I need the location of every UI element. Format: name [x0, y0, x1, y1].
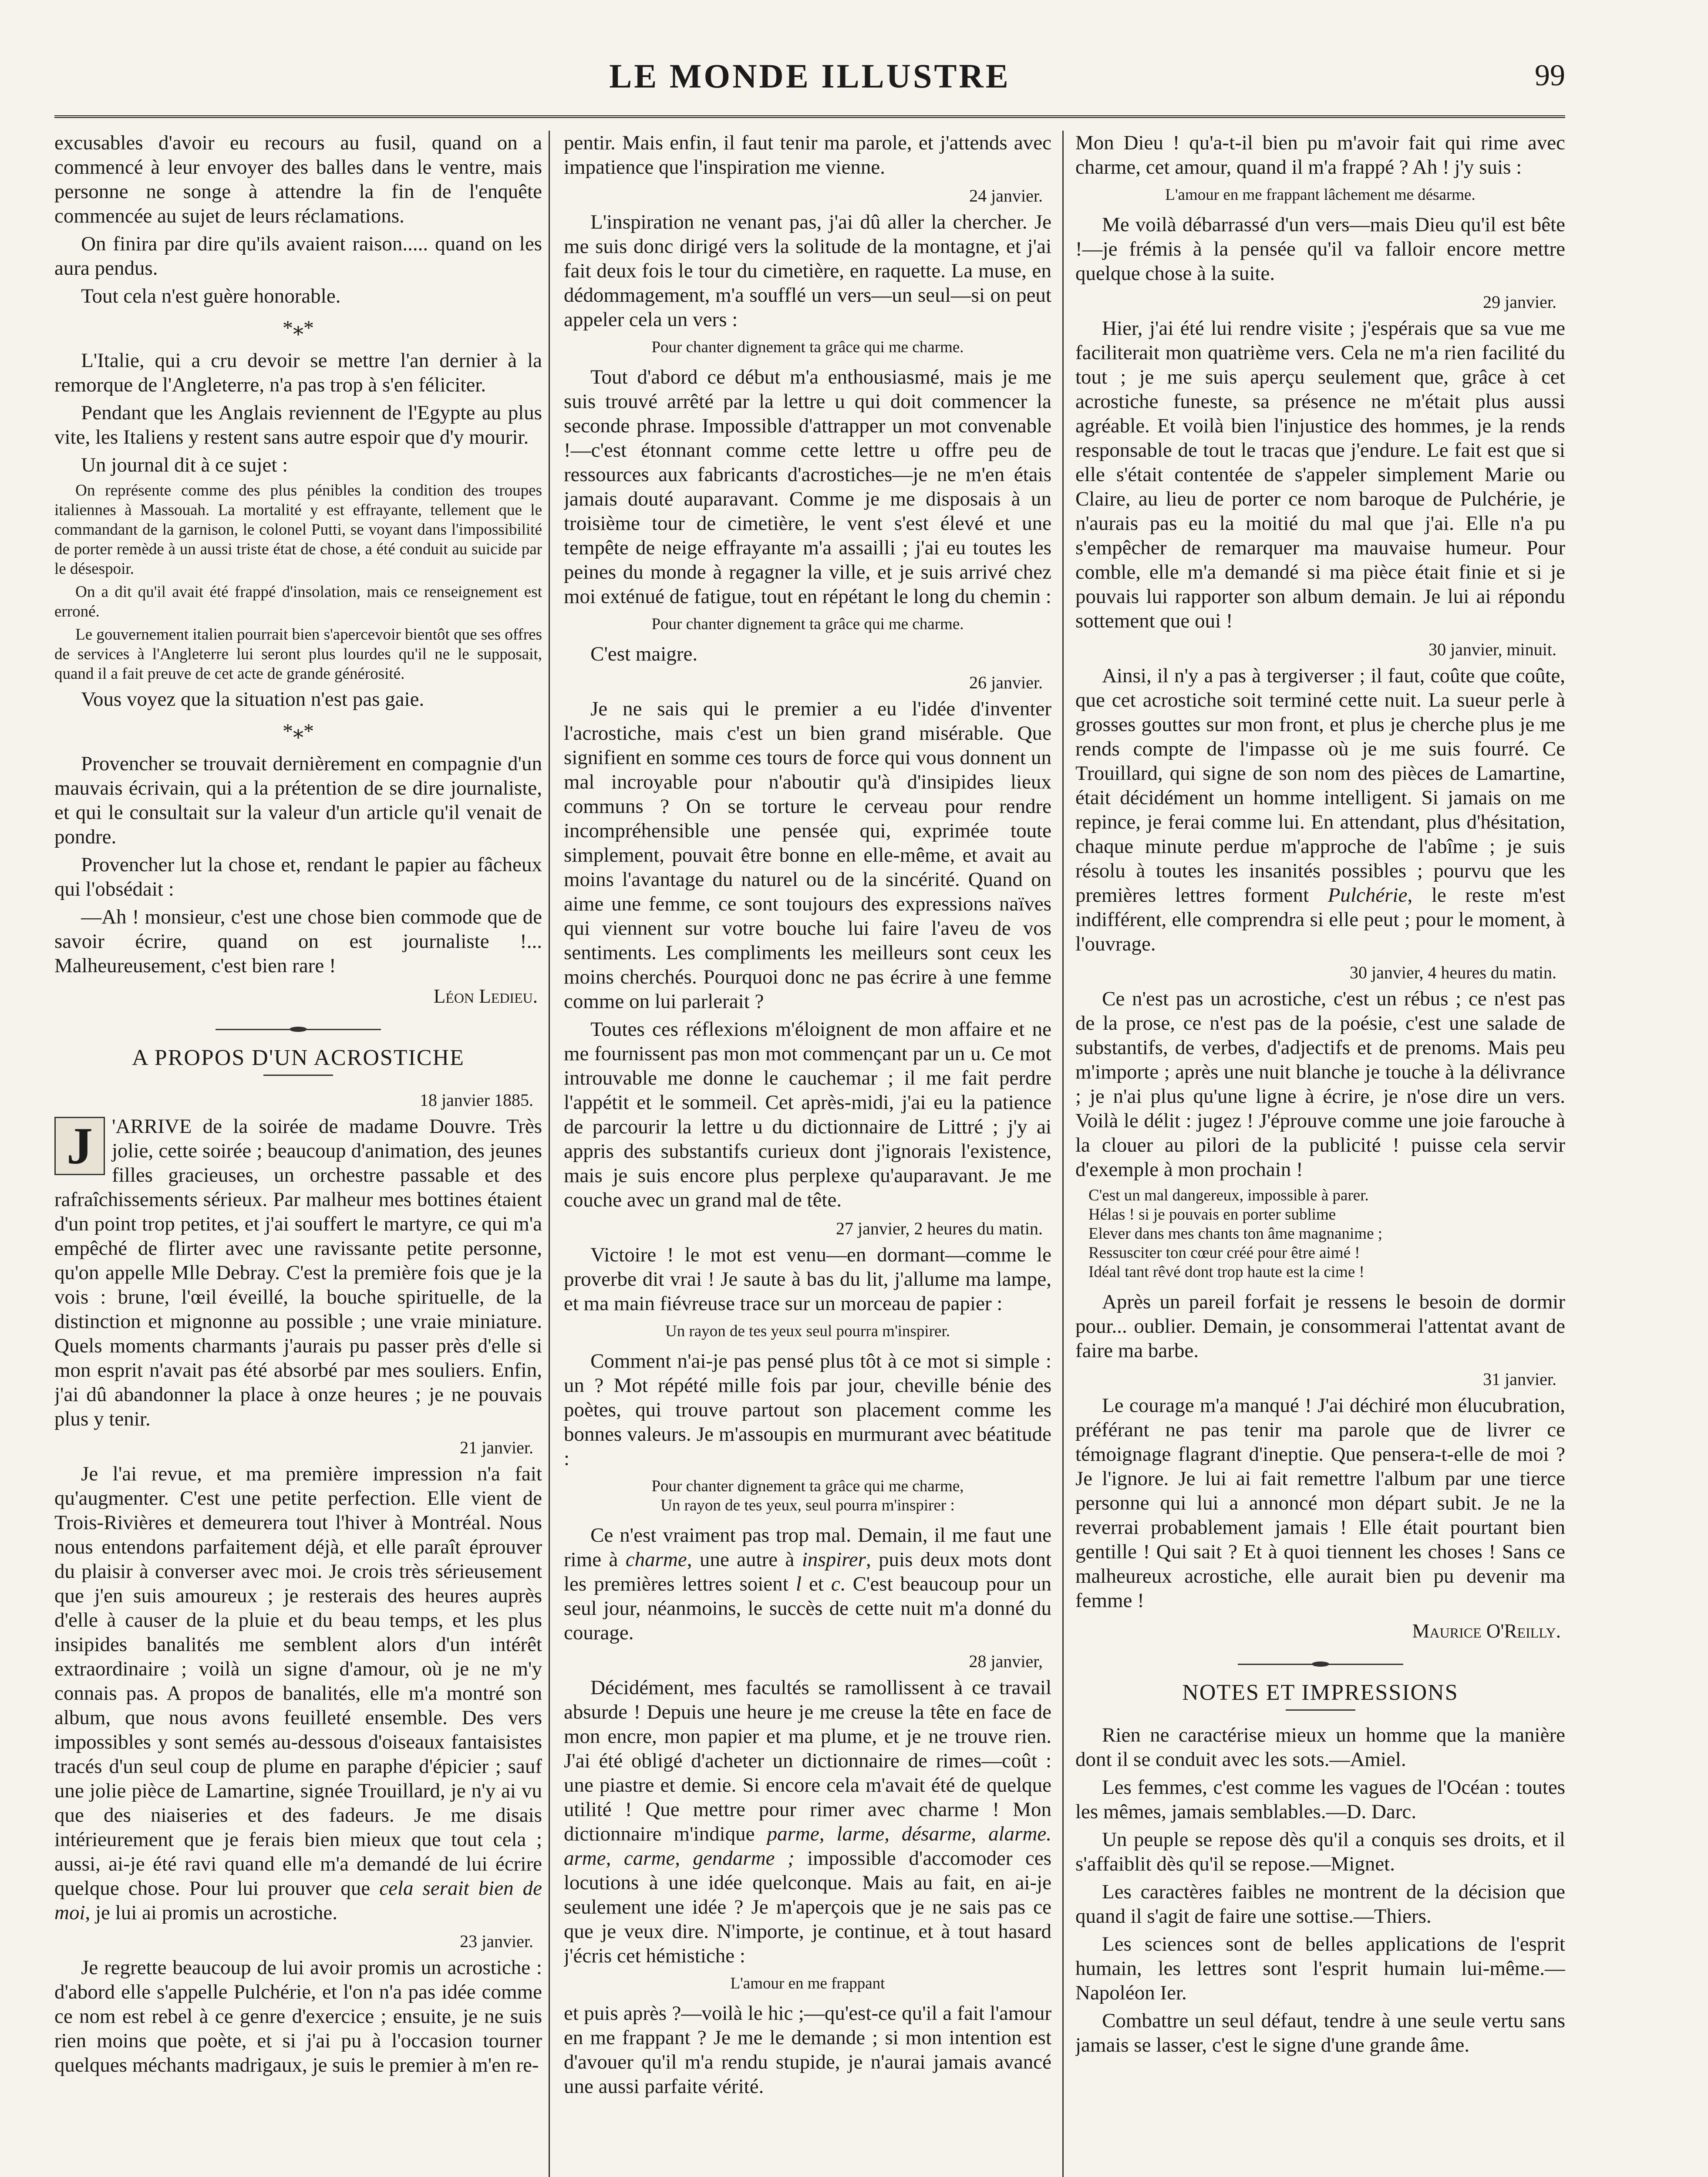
paragraph: Décidément, mes facultés se ramollissent à ce travail absurde ! Depuis une heure je me creuse la tête en face de mon encre, mon papier et ma plume, et je ne trouve rien. J'ai été obligé d'acheter un dictionnaire de rimes—coût : une piastre et demie. Si encore cela m'avait été de quelque utilité ! Que mettre pour rimer avec charme ! Mon dictionnaire m'indique parme, larme, désarme, alarme. arme, carme, gendarme ; impossible d'accomoder ces locutions à une idée quelconque. Mais au fait, en ai-je seulement une idée ? Je m'aperçois que je ne sais pas ce que je veux dire. N'importe, je continue, et à tout hasard j'écris cet hémistiche : [564, 1676, 1051, 1967]
diary-date: 30 janvier, minuit. [1428, 640, 1556, 659]
note-paragraph: Un peuple se repose dès qu'il a conquis ses droits, et il s'affaiblit dès qu'il se repose.—Mignet. [1075, 1828, 1565, 1875]
author-signature: Maurice O'Reilly. [1412, 1620, 1561, 1642]
column-divider [549, 131, 550, 2177]
paragraph: Comment n'ai-je pas pensé plus tôt à ce mot si simple : un ? Mot répété mille fois par jour, cheville bénie des poètes, qui trouve partout son placement comme les bonnes valeurs. Je m'assoupis en murmurant avec béatitude : [564, 1350, 1051, 1470]
paragraph: et puis après ?—voilà le hic ;—qu'est-ce qu'il a fait l'amour en me frappant ? Je me le demande ; si mon intention est d'avouer qu'il m'a rendu stupide, je n'aurai jamais avancé une aussi parfaite vérité. [564, 2002, 1051, 2098]
diary-date: 30 janvier, 4 heures du matin. [1350, 963, 1556, 982]
paragraph: On finira par dire qu'ils avaient raison..... quand on les aura pendus. [54, 233, 542, 280]
paragraph: Tout cela n'est guère honorable. [81, 285, 341, 307]
paragraph: Un journal dit à ce sujet : [81, 454, 288, 476]
paragraph: Tout d'abord ce début m'a enthousiasmé, mais je me suis trouvé arrêté par la lettre u qui doit commencer la seconde phrase. Impossible d'attrapper un mot convenable !—c'est étonnant comme cette lettre u offre peu de ressources aux fabricants d'acrostiches—je ne m'en étais jamais douté auparavant. Comme je me disposais à un troisième tour de cimetière, le vent s'est élevé et une tempête de neige effrayante m'a assailli ; j'ai eu toutes les peines du monde à regagner la ville, et je suis arrivé chez moi exténué de fatigue, tout en répétant le long du chemin : [564, 366, 1051, 608]
page-number: 99 [1535, 59, 1565, 92]
note-paragraph: Les sciences sont de belles applications de l'esprit humain, les lettres sont l'esprit humain lui-même.—Napoléon Ier. [1075, 1933, 1565, 2004]
paragraph: Je regrette beaucoup de lui avoir promis un acrostiche : d'abord elle s'appelle Pulchérie, et l'on n'a pas idée comme ce nom est rebel à ce genre d'exercice ; ensuite, je ne suis rien moins que poète, et si j'ai pu à l'occasion tourner quelques méchants madrigaux, je suis le premier à m'en re- [54, 1956, 542, 2076]
quoted-paragraph: On a dit qu'il avait été frappé d'insolation, mais ce renseignement est erroné. [54, 583, 542, 620]
column-3 [1075, 131, 1565, 2177]
acrostic-poem [1088, 1186, 1565, 1282]
verse-line: Pour chanter dignement ta grâce qui me charme. [651, 338, 964, 356]
header-rule [54, 115, 1565, 118]
diary-date: 27 janvier, 2 heures du matin. [836, 1219, 1043, 1238]
note-paragraph: Combattre un seul défaut, tendre à une seule vertu sans jamais se lasser, c'est le signe d'une grande âme. [1075, 2009, 1565, 2056]
paragraph: Ainsi, il n'y a pas à tergiverser ; il faut, coûte que coûte, que cet acrostiche soit terminé cette nuit. La sueur perle à grosses gouttes sur mon front, et plus je cherche plus je me rends compte de l'impasse où je me suis fourré. Ce Trouillard, qui signe de son nom des pièces de Lamartine, était décidément un homme intelligent. Si jamais on me repince, je ferai comme lui. En attendant, plus d'hésitation, chaque minute perdue m'approche de l'abîme ; je suis résolu à toutes les insanités possibles ; pourvu que les premières lettres forment Pulchérie, le reste m'est indifférent, elle comprendra si elle peut ; pour le moment, à l'ouvrage. [1075, 664, 1565, 955]
paragraph: L'inspiration ne venant pas, j'ai dû aller la chercher. Je me suis donc dirigé vers la solitude de la montagne, et j'ai fait deux fois le tour du cimetière, en raquette. La muse, en dédommagement, m'a soufflé un vers—un seul—si on peut appeler cela un vers : [564, 211, 1051, 331]
verse-line: Pour chanter dignement ta grâce qui me charme. [651, 615, 964, 633]
verse-line: Pour chanter dignement ta grâce qui me charme, [651, 1477, 964, 1495]
article-title: NOTES ET IMPRESSIONS [1182, 1680, 1459, 1705]
section-separator: *⁎* [283, 720, 314, 743]
diary-date: 21 janvier. [460, 1438, 533, 1457]
paragraph: Victoire ! le mot est venu—en dormant—comme le proverbe dit vrai ! Je saute à bas du lit, j'allume ma lampe, et ma main fiévreuse trace sur un morceau de papier : [564, 1244, 1051, 1315]
title-rule [1286, 1709, 1355, 1711]
paragraph: Provencher se trouvait dernièrement en compagnie d'un mauvais écrivain, qui a la prétention de se dire journaliste, et qui le consultait sur la valeur d'un article qu'il venait de pondre. [54, 752, 542, 848]
verse-line: Ressusciter ton cœur créé pour être aimé ! [1088, 1244, 1360, 1262]
italic-phrase: cela serait bien de moi [54, 1877, 542, 1924]
journal-title: LE MONDE ILLUSTRE [609, 57, 1011, 95]
note-paragraph: Les caractères faibles ne montrent de la décision que quand il s'agit de faire une sottise.—Thiers. [1075, 1880, 1565, 1928]
paragraph: Ce n'est pas un acrostiche, c'est un rébus ; ce n'est pas de la prose, ce n'est pas de la poésie, c'est une salade de substantifs, de verbes, d'adjectifs et de prenoms. Mais peu m'importe ; après une nuit blanche je touche à la délivrance ; je n'ai plus qu'une ligne à écrire, je n'ose dire un vers. Voilà le délit : jugez ! J'éprouve comme une joie farouche à la clouer au pilori de la publicité ! puisse cela servir d'exemple à mon prochain ! [1075, 987, 1565, 1181]
diary-date: 18 janvier 1885. [419, 1090, 533, 1110]
paragraph: Ce n'est vraiment pas trop mal. Demain, il me faut une rime à charme, une autre à inspirer, puis deux mots dont les premières lettres soient l et c. C'est beaucoup pour un seul jour, néanmoins, le succès de cette nuit m'a donné du courage. [564, 1524, 1051, 1644]
paragraph: Après un pareil forfait je ressens le besoin de dormir pour... oublier. Demain, je consommerai l'attentat avant de faire ma barbe. [1075, 1291, 1565, 1362]
ornamental-rule [1238, 1661, 1403, 1668]
paragraph: Vous voyez que la situation n'est pas gaie. [81, 688, 424, 711]
verse-line: C'est un mal dangereux, impossible à parer. [1088, 1186, 1369, 1204]
paragraph: Je ne sais qui le premier a eu l'idée d'inventer l'acrostiche, mais c'est un bien grand misérable. Que signifient en somme ces tours de force qui vous donnent un mal incroyable pour n'aboutir qu'à d'insipides lieux communs ? On se torture le cerveau pour rendre incompréhensible une pensée qui, exprimée toute simplement, pouvait être bonne en elle-même, et avait au moins l'avantage du naturel ou de la sincérité. Quand on aime une femme, ce sont toujours des expressions naïves qui viennent sur votre bouche lui faire l'aveu de vos sentiments. Les compliments les meilleurs sont ceux les moins cherchés. Pourquoi donc ne pas écrire à une femme comme on lui parlerait ? [564, 698, 1051, 1013]
diary-date: 31 janvier. [1483, 1369, 1556, 1389]
quoted-paragraph: Le gouvernement italien pourrait bien s'apercevoir bientôt que ses offres de services à l'Angleterre lui seront plus lourdes qu'il ne le supposait, quand il a fait preuve de cet acte de grande générosité. [54, 626, 542, 683]
paragraph: Toutes ces réflexions m'éloignent de mon affaire et ne me fournissent pas mon mot commençant par un u. Ce mot introuvable me donne le cauchemar ; il me fait perdre l'appétit et le sommeil. Cet après-midi, j'ai eu la patience de parcourir la lettre u du dictionnaire de Littré ; j'y ai appris des substantifs curieux dont j'ignorais l'existence, mais je suis encore plus perplexe qu'auparavant. Je me couche avec un grand mal de tête. [564, 1018, 1051, 1211]
verse-line: Elever dans mes chants ton âme magnanime ; [1088, 1225, 1383, 1243]
diary-date: 29 janvier. [1483, 292, 1556, 312]
column-2 [564, 131, 1051, 2177]
verse-line: Idéal tant rêvé dont trop haute est la cime ! [1088, 1263, 1364, 1281]
paragraph: pentir. Mais enfin, il faut tenir ma parole, et j'attends avec impatience que l'inspiration me vienne. [564, 131, 1051, 179]
paragraph: Hier, j'ai été lui rendre visite ; j'espérais que sa vue me faciliterait mon quatrième vers. Cela ne m'a rien facilité du tout ; je me suis aperçu seulement que, grâce à cet acrostiche funeste, sa présence ne m'était plus aussi agréable. Et voilà bien l'injustice des hommes, je la rends responsable de tout le tracas que j'endure. Le fait est que si elle s'était contentée de s'appeler simplement Marie ou Claire, au lieu de porter ce nom baroque de Pulchérie, je n'aurais pas eu la moitié du mal que j'ai. Elle n'a pu s'empêcher de remarquer ma mauvaise humeur. Pour comble, elle m'a demandé si ma pièce était finie et si je pouvais lui rapporter son album demain. Je lui ai répondu sottement que oui ! [1075, 317, 1565, 632]
paragraph: —Ah ! monsieur, c'est une chose bien commode que de savoir écrire, quand on est journaliste !... Malheureusement, c'est bien rare ! [54, 906, 542, 977]
drop-cap: J [54, 1117, 105, 1175]
title-rule [263, 1075, 333, 1076]
verse-line: Hélas ! si je pouvais en porter sublime [1088, 1206, 1336, 1223]
section-separator: *⁎* [283, 317, 314, 340]
column-divider [1062, 131, 1064, 2177]
quoted-paragraph: On représente comme des plus pénibles la condition des troupes italiennes à Massouah. La mortalité y est effrayante, tellement que le commandant de la garnison, le colonel Putti, se voyant dans l'impossibilité de porter remède à un aussi triste état de chose, a été conduit au suicide par le désespoir. [54, 482, 542, 578]
paragraph: Pendant que les Anglais reviennent de l'Egypte au plus vite, les Italiens y restent sans autre espoir que d'y mourir. [54, 401, 542, 448]
paragraph: C'est maigre. [590, 643, 698, 665]
paragraph: Le courage m'a manqué ! J'ai déchiré mon élucubration, préférant ne pas tenir ma parole que de livrer ce témoignage flagrant d'ineptie. Que pensera-t-elle de moi ? Je l'ignore. Je lui ai fait remettre l'album par une tierce personne qui lui a annoncé mon départ subit. Je ne la reverrai probablement jamais ! Elle était pourtant bien gentille ! Qui sait ? Et à quoi tiennent les choses ! Sans ce malheureux acrostiche, elle aurait bien pu devenir ma femme ! [1075, 1394, 1565, 1612]
author-signature: Léon Ledieu. [433, 985, 538, 1007]
article-title: A PROPOS D'UN ACROSTICHE [132, 1045, 465, 1070]
paragraph: Provencher lut la chose et, rendant le papier au fâcheux qui l'obsédait : [54, 853, 542, 900]
diary-date: 26 janvier. [969, 673, 1043, 692]
paragraph: excusables d'avoir eu recours au fusil, quand on a commencé à leur envoyer des balles dans le ventre, mais personne ne songe à attendre la fin de l'enquête commencée au sujet de leurs réclamations. [54, 131, 542, 227]
ornamental-rule [216, 1026, 381, 1033]
verse-line: L'amour en me frappant [730, 1975, 885, 1992]
paragraph: 'ARRIVE de la soirée de madame Douvre. Très jolie, cette soirée ; beaucoup d'animation, des jeunes filles gracieuses, un orchestre passable et des rafraîchissements sérieux. Par malheur mes bottines étaient d'un point trop petites, et j'ai souffert le martyre, ce qui m'a empêché de flirter avec une ravissante petite personne, qu'on appelle Mlle Debray. C'est la première fois que je la vois : brune, l'œil éveillé, la bouche spirituelle, de la distinction et mignonne au possible ; une vraie miniature. Quels moments charmants j'aurais pu passer près d'elle si mon esprit n'avait pas été absorbé par mes souliers. Enfin, j'ai dû abandonner la place à onze heures ; je ne pouvais plus y tenir. [54, 1115, 542, 1430]
diary-date: 24 janvier. [969, 186, 1043, 206]
note-paragraph: Les femmes, c'est comme les vagues de l'Océan : toutes les mêmes, jamais semblables.—D. Darc. [1075, 1776, 1565, 1823]
verse-line: L'amour en me frappant lâchement me désarme. [1165, 186, 1476, 204]
paragraph: Mon Dieu ! qu'a-t-il bien pu m'avoir fait qui rime avec charme, cet amour, quand il m'a frappé ? Ah ! j'y suis : [1075, 131, 1565, 179]
paragraph: L'Italie, qui a cru devoir se mettre l'an dernier à la remorque de l'Angleterre, n'a pas trop à s'en féliciter. [54, 349, 542, 396]
paragraph: Me voilà débarrassé d'un vers—mais Dieu qu'il est bête !—je frémis à la pensée qu'il va falloir encore mettre quelque chose à la suite. [1075, 213, 1565, 285]
opening-paragraph [54, 1114, 542, 1431]
italic-name: Pulchérie [1327, 884, 1408, 907]
diary-date: 28 janvier, [969, 1651, 1043, 1671]
paragraph: Je l'ai revue, et ma première impression n'a fait qu'augmenter. C'est une petite perfection. Elle vient de Trois-Rivières et demeurera tout l'hiver à Montréal. Nous nous entendons parfaitement déjà, et elle paraît éprouver du plaisir à converser avec moi. Je crois très sérieusement que j'en suis amoureux ; je resterais des heures auprès d'elle à causer de la pluie et du beau temps, et les plus insipides banalités me semblent alors d'un intérêt extraordinaire ; voilà un signe d'amour, où je ne m'y connais pas. A propos de banalités, elle m'a montré son album, que nous avons feuilleté ensemble. Des vers impossibles y sont semés au-dessous d'oiseaux fantaisistes tracés d'un seul coup de plume en paraphe d'épicier ; sauf une jolie pièce de Lamartine, signée Trouillard, je n'y ai vu que des niaiseries et des fadeurs. Je me disais intérieurement que je ferais bien mieux que tout cela ; aussi, ai-je été ravi quand elle m'a demandé de lui écrire quelque chose. Pour lui prouver que cela serait bien de moi, je lui ai promis un acrostiche. [54, 1463, 542, 1924]
verse-line: Un rayon de tes yeux, seul pourra m'inspirer : [660, 1496, 955, 1514]
page-header [54, 57, 1565, 104]
italic-phrase: parme, larme, désarme, alarme. arme, carme, gendarme ; [564, 1823, 1051, 1870]
diary-date: 23 janvier. [460, 1931, 533, 1951]
note-paragraph: Rien ne caractérise mieux un homme que la manière dont il se conduit avec les sots.—Amiel. [1075, 1724, 1565, 1771]
verse-line: Un rayon de tes yeux seul pourra m'inspirer. [665, 1322, 950, 1340]
column-1 [54, 131, 542, 2177]
